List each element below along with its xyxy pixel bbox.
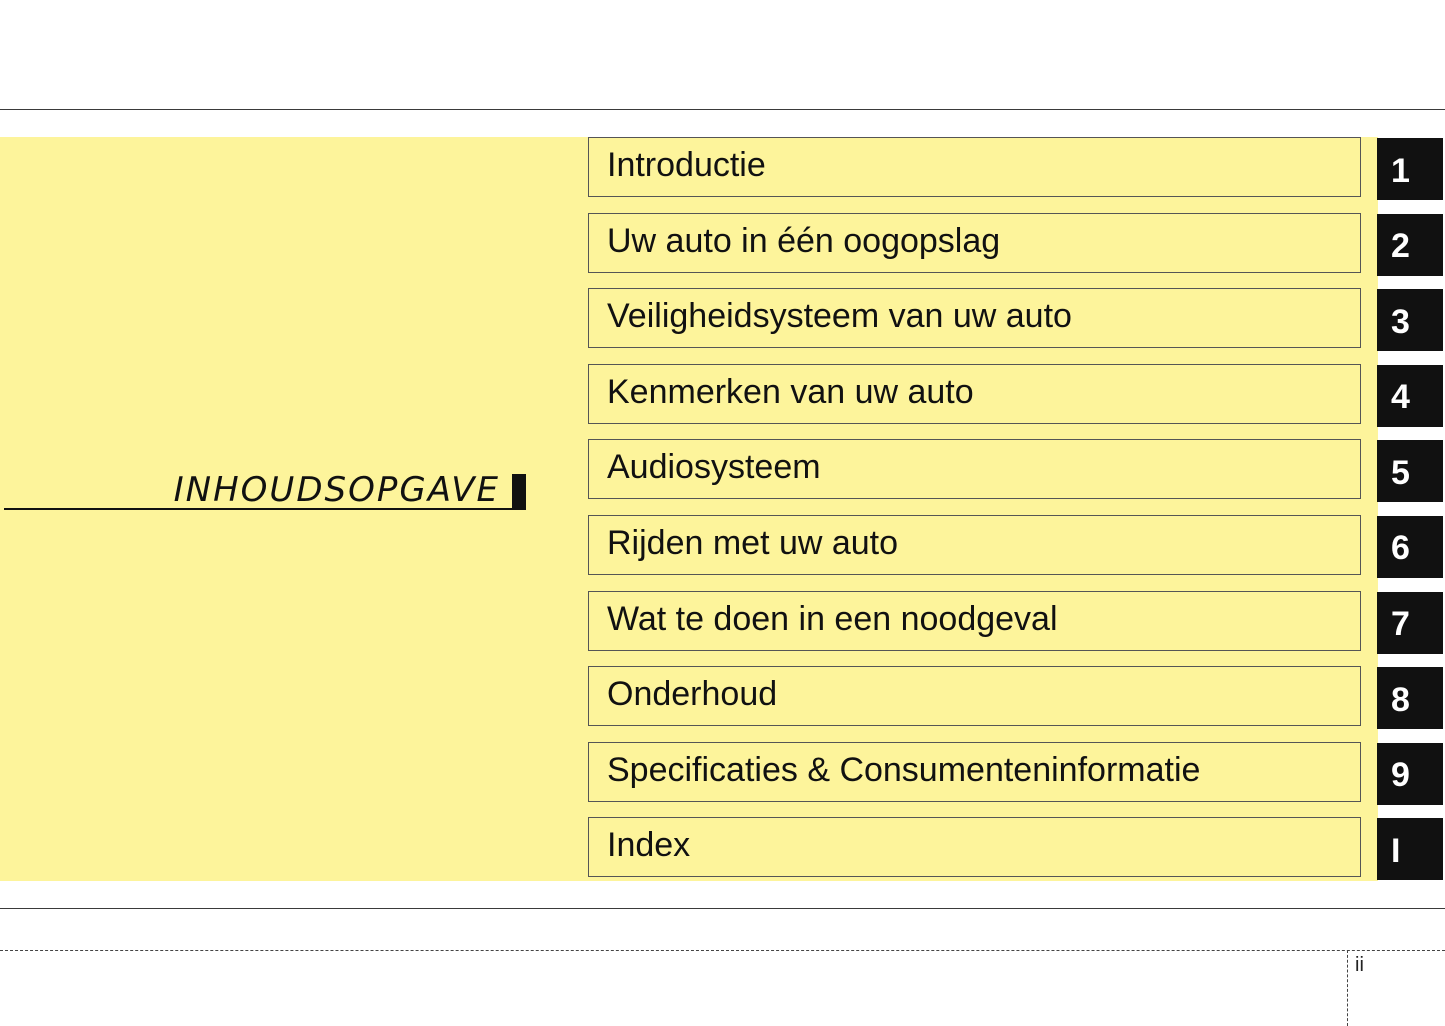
toc-entry-label: Index — [607, 826, 691, 865]
trim-line-horizontal — [0, 950, 1445, 951]
toc-entry-maintenance[interactable] — [588, 666, 1361, 726]
toc-entry-label: Uw auto in één oogopslag — [607, 221, 1001, 260]
toc-entry-audio[interactable] — [588, 439, 1361, 499]
toc-entry-specifications[interactable] — [588, 742, 1361, 802]
toc-item — [588, 288, 1445, 364]
toc-item — [588, 817, 1445, 893]
toc-entry-label: Veiligheidsysteem van uw auto — [607, 297, 1072, 336]
top-rule — [0, 109, 1445, 110]
chapter-tab-6[interactable]: 6 — [1377, 516, 1443, 578]
chapter-tab-1[interactable]: 1 — [1377, 138, 1443, 200]
toc-list — [588, 137, 1445, 893]
chapter-tab-3[interactable]: 3 — [1377, 289, 1443, 351]
toc-entry-features[interactable] — [588, 364, 1361, 424]
toc-item — [588, 591, 1445, 667]
toc-entry-driving[interactable] — [588, 515, 1361, 575]
toc-item — [588, 364, 1445, 440]
toc-entry-emergency[interactable] — [588, 591, 1361, 651]
toc-item — [588, 137, 1445, 213]
toc-item — [588, 439, 1445, 515]
heading-marker — [512, 474, 526, 510]
toc-entry-introductie[interactable] — [588, 137, 1361, 197]
chapter-tab-2[interactable]: 2 — [1377, 214, 1443, 276]
chapter-tab-8[interactable]: 8 — [1377, 667, 1443, 729]
chapter-tab-5[interactable]: 5 — [1377, 440, 1443, 502]
toc-entry-label: Specificaties & Consumenteninformatie — [607, 750, 1201, 789]
toc-entry-label: Introductie — [607, 146, 766, 184]
chapter-tab-7[interactable]: 7 — [1377, 592, 1443, 654]
toc-item — [588, 742, 1445, 818]
page-number: ii — [1355, 954, 1364, 976]
toc-entry-label: Onderhoud — [607, 675, 778, 714]
toc-item — [588, 515, 1445, 591]
toc-item — [588, 666, 1445, 742]
toc-entry-label: Wat te doen in een noodgeval — [607, 599, 1058, 638]
chapter-tab-4[interactable]: 4 — [1377, 365, 1443, 427]
toc-item — [588, 213, 1445, 289]
trim-line-vertical — [1347, 950, 1348, 1026]
toc-heading — [4, 468, 526, 510]
heading-underline — [4, 508, 514, 510]
toc-entry-label: Rijden met uw auto — [607, 523, 899, 562]
toc-entry-safety[interactable] — [588, 288, 1361, 348]
chapter-tab-9[interactable]: 9 — [1377, 743, 1443, 805]
toc-entry-overview[interactable] — [588, 213, 1361, 273]
chapter-tab-index[interactable]: I — [1377, 818, 1443, 880]
toc-entry-label: Audiosysteem — [607, 448, 821, 487]
bottom-rule — [0, 908, 1445, 909]
toc-entry-label: Kenmerken van uw auto — [607, 372, 974, 411]
toc-entry-index[interactable] — [588, 817, 1361, 877]
page-title: INHOUDSOPGAVE — [173, 470, 500, 510]
